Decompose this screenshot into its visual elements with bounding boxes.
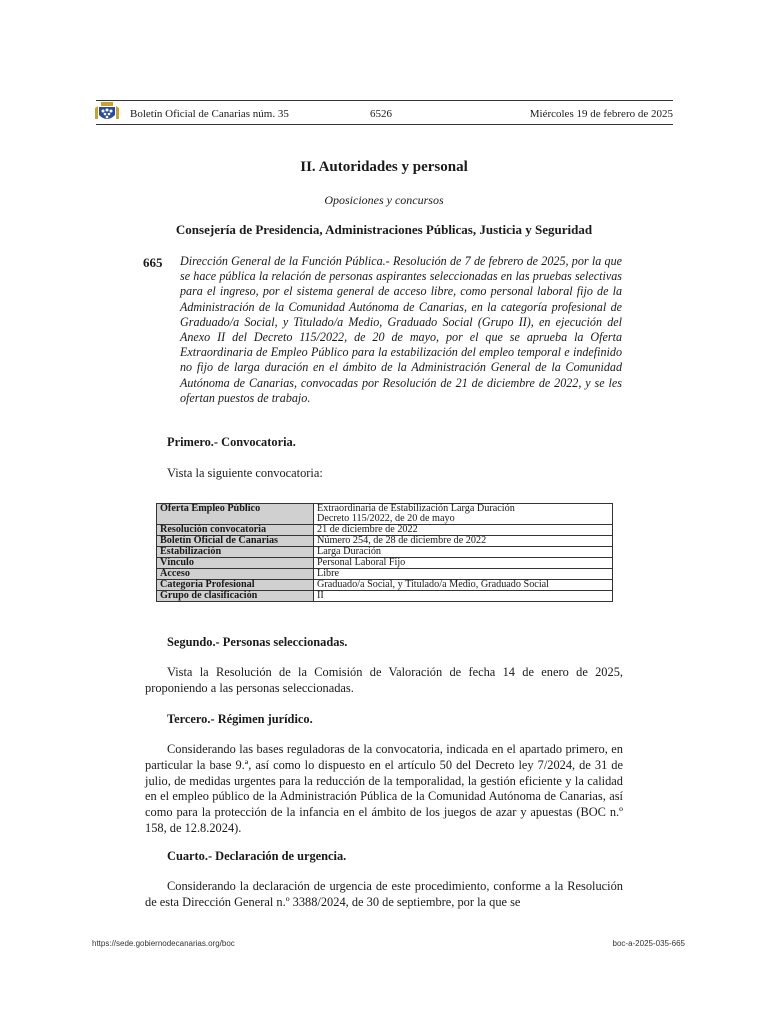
department-title: Consejería de Presidencia, Administraciones Públicas, Justicia y Seguridad <box>175 222 593 237</box>
cuarto-text: Considerando la declaración de urgencia de este procedimiento, conforme a la Resolución de esta Dirección General n.º 3388/2024, de 30 de septiembre, por la que se <box>145 879 623 909</box>
table-label: Acceso <box>157 569 314 580</box>
footer-code: boc-a-2025-035-665 <box>612 939 685 948</box>
tercero-heading: Tercero.- Régimen jurídico. <box>167 712 313 726</box>
bulletin-date: Miércoles 19 de febrero de 2025 <box>529 108 673 120</box>
table-value: II <box>314 591 613 602</box>
table-value: Número 254, de 28 de diciembre de 2022 <box>314 536 613 547</box>
table-row <box>157 525 613 536</box>
table-value-line: Extraordinaria de Estabilización Larga Duración <box>317 503 515 514</box>
entry-number: 665 <box>143 255 163 270</box>
table-value: Personal Laboral Fijo <box>314 558 613 569</box>
table-row <box>157 580 613 591</box>
tercero-text: Considerando las bases reguladoras de la convocatoria, indicada en el apartado primero, en particular la base 9.ª, así como lo dispuesto en el artículo 50 del Decreto ley 7/2024, de 31 de julio, de medidas urgentes para la reducción de la temporalidad, la gestión eficiente y la calidad en el empleo público de la Administración Pública de la Comunidad Autónoma de Canarias, así como para la protección de la infancia en el ámbito de los juegos de azar y apuestas (BOC n.º 158, de 12.8.2024). <box>145 742 623 835</box>
table-label: Boletín Oficial de Canarias <box>157 536 314 547</box>
table-value: Libre <box>314 569 613 580</box>
header-rule-top <box>96 100 673 101</box>
table-row <box>157 547 613 558</box>
table-row <box>157 504 613 525</box>
table-label: Categoría Profesional <box>157 580 314 591</box>
segundo-heading: Segundo.- Personas seleccionadas. <box>167 635 348 649</box>
section-title: II. Autoridades y personal <box>300 159 468 175</box>
primero-text: Vista la siguiente convocatoria: <box>167 466 323 480</box>
table-value <box>314 504 613 525</box>
table-label: Grupo de clasificación <box>157 591 314 602</box>
table-row <box>157 569 613 580</box>
header-rule-bottom <box>96 124 673 125</box>
table-row <box>157 536 613 547</box>
page-number: 6526 <box>370 108 392 120</box>
canarias-coat-of-arms-icon <box>94 102 120 123</box>
footer-url[interactable]: https://sede.gobiernodecanarias.org/boc <box>92 939 235 948</box>
table-value: Larga Duración <box>314 547 613 558</box>
entry-summary: Dirección General de la Función Pública.- Resolución de 7 de febrero de 2025, por la que se hace pública la relación de personas aspirantes seleccionadas en las pruebas selectivas para el ingreso, por el sistema general de acceso libre, como personal laboral fijo de la Administración de la Comunidad Autónoma de Canarias, en la categoría profesional de Graduado/a Social, y Titulado/a Medio, Graduado Social (Grupo II), en ejecución del Anexo II del Decreto 115/2022, de 20 de mayo, por el que se aprueba la Oferta Extraordinaria de Empleo Público para la estabilización del empleo temporal e indefinido no fijo de larga duración en el ámbito de la Administración General de la Comunidad Autónoma de Canarias, convocadas por Resolución de 21 de diciembre de 2022, y se les ofertan puestos de trabajo. <box>180 254 622 405</box>
table-value: Graduado/a Social, y Titulado/a Medio, Graduado Social <box>314 580 613 591</box>
convocatoria-table <box>156 503 613 602</box>
table-label: Estabilización <box>157 547 314 558</box>
cuarto-heading: Cuarto.- Declaración de urgencia. <box>167 849 347 863</box>
table-row <box>157 591 613 602</box>
table-label: Vínculo <box>157 558 314 569</box>
table-label: Oferta Empleo Público <box>157 504 314 525</box>
primero-heading: Primero.- Convocatoria. <box>167 435 296 449</box>
bulletin-name: Boletín Oficial de Canarias núm. 35 <box>130 108 289 120</box>
table-value: 21 de diciembre de 2022 <box>314 525 613 536</box>
table-row <box>157 558 613 569</box>
table-label: Resolución convocatoria <box>157 525 314 536</box>
table-value-line: Decreto 115/2022, de 20 de mayo <box>317 513 455 524</box>
segundo-text: Vista la Resolución de la Comisión de Valoración de fecha 14 de enero de 2025, proponiendo a las personas seleccionadas. <box>145 665 623 695</box>
subsection-title: Oposiciones y concursos <box>324 193 444 207</box>
